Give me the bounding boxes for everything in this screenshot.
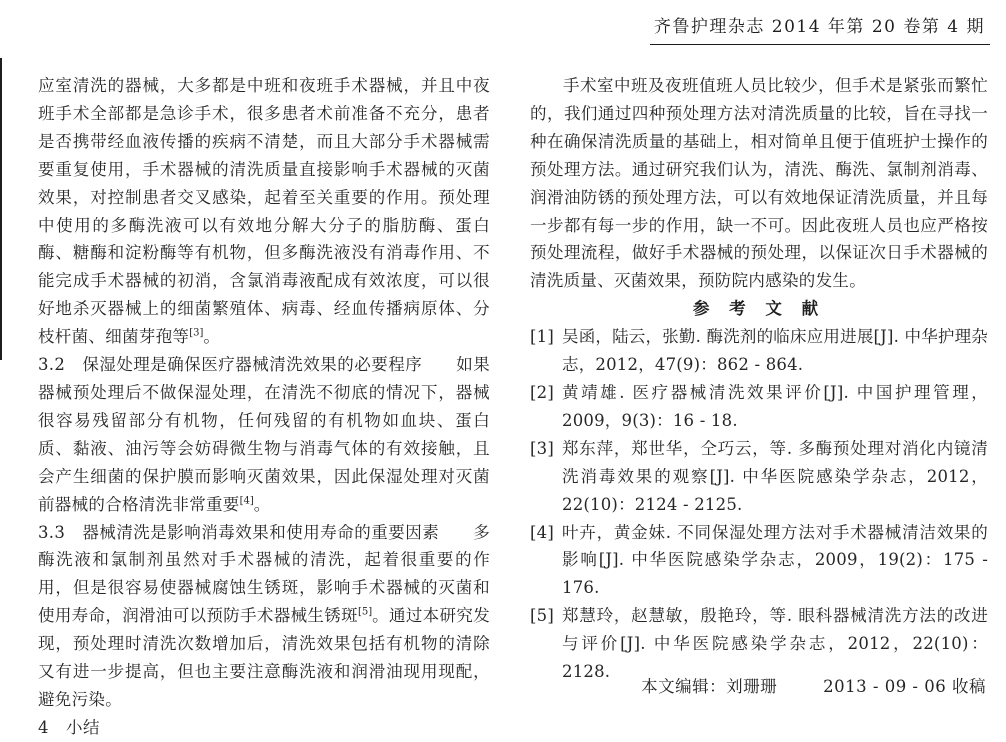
citation-superscript: [5] [357,606,373,618]
section-3-3-paragraph: 3.3 器械清洗是影响消毒效果和使用寿命的重要因素 多酶洗液和氯制剂虽然对手术器械的清洗，起着很重要的作用，但是很容易使器械腐蚀生锈斑，影响手术器械的灭菌和使用寿命，润滑油可以预防手术器械生锈斑[5]。通过本研究发现，预处理时清洗次数增加后，清洗效果包括有机物的清除又有进一步提高，但也主要注意酶洗液和润滑油现用现配，避免污染。 [38,522,490,709]
reference-label: [1] [530,327,554,347]
article-footer [530,673,986,701]
citation-superscript: [4] [239,495,254,507]
right-column [530,72,988,710]
citation-superscript: [3] [189,327,204,339]
reference-text: 黄靖雄. 医疗器械清洗效果评价[J]. 中国护理管理，2009，9(3)：16 - 18. [562,382,988,430]
page-header [650,12,990,45]
reference-text: 叶卉，黄金妹. 不同保湿处理方法对手术器械清洁效果的影响[J]. 中华医院感染学杂志，2009，19(2)：175 - 176. [562,522,988,598]
reference-item [530,379,988,435]
reference-label: [2] [530,382,554,402]
text-columns [38,72,988,742]
reference-text: 吴函，陆云，张勤. 酶洗剂的临床应用进展[J]. 中华护理杂志，2012，47(9)：862 - 864. [562,327,988,375]
reference-label: [3] [530,438,554,458]
section-3-2-paragraph: 3.2 保湿处理是确保医疗器械清洗效果的必要程序 如果器械预处理后不做保湿处理，在清洗不彻底的情况下，器械很容易残留部分有机物，任何残留的有机物如血块、蛋白质、黏液、油污等会妨碍微生物与消毒气体的有效接触，且会产生细菌的保护膜而影响灭菌效果，因此保湿处理对灭菌前器械的合格清洗非常重要[4]。 [38,355,490,514]
editor-note: 本文编辑：刘珊珊 [641,677,778,696]
reference-item [530,323,988,379]
reference-text: 郑东萍，郑世华，仝巧云，等. 多酶预处理对消化内镜清洗消毒效果的观察[J]. 中华医院感染学杂志，2012，22(10)：2124 - 2125. [562,438,988,514]
body-paragraph-continuation: 应室清洗的器械，大多都是中班和夜班手术器械，并且中夜班手术全部都是急诊手术，很多患者术前准备不充分，患者是否携带经血液传播的疾病不清楚，而且大部分手术器械需要重复使用，手术器械的清洗质量直接影响手术器械的灭菌效果，对控制患者交叉感染，起着至关重要的作用。预处理中使用的多酶洗液可以有效地分解大分子的脂肪酶、蛋白酶、糖酶和淀粉酶等有机物，但多酶洗液没有消毒作用、不能完成手术器械的初消，含氯消毒液配成有效浓度，可以很好地杀灭器械上的细菌繁殖体、病毒、经血传播病原体、分枝杆菌、细菌芽孢等[3]。 [38,76,490,347]
left-column [38,72,490,742]
reference-label: [5] [530,606,554,626]
section-4-heading: 4 小结 [38,717,100,737]
reference-label: [4] [530,522,554,542]
journal-title: 齐鲁护理杂志 2014 年第 20 卷第 4 期 [650,12,990,45]
conclusion-paragraph: 手术室中班及夜班值班人员比较少，但手术是紧张而繁忙的，我们通过四种预处理方法对清洗质量的比较，旨在寻找一种在确保清洗质量的基础上，相对简单且便于值班护士操作的预处理方法。通过研究我们认为，清洗、酶洗、氯制剂消毒、润滑油防锈的预处理方法，可以有效地保证清洗质量，并且每一步都有每一步的作用，缺一不可。因此夜班人员也应严格按预处理流程，做好手术器械的预处理，以保证次日手术器械的清洗质量、灭菌效果，预防院内感染的发生。 [530,76,988,291]
reference-list [530,323,988,686]
references-heading: 参 考 文 献 [692,299,826,319]
reference-text: 郑慧玲，赵慧敏，殷艳玲，等. 眼科器械清洗方法的改进与评价[J]. 中华医院感染学杂志，2012，22(10)：2128. [562,606,988,682]
scan-edge-artifact [0,58,2,360]
received-date: 2013 - 09 - 06 收稿 [823,677,986,696]
reference-item [530,519,988,603]
reference-item [530,435,988,519]
